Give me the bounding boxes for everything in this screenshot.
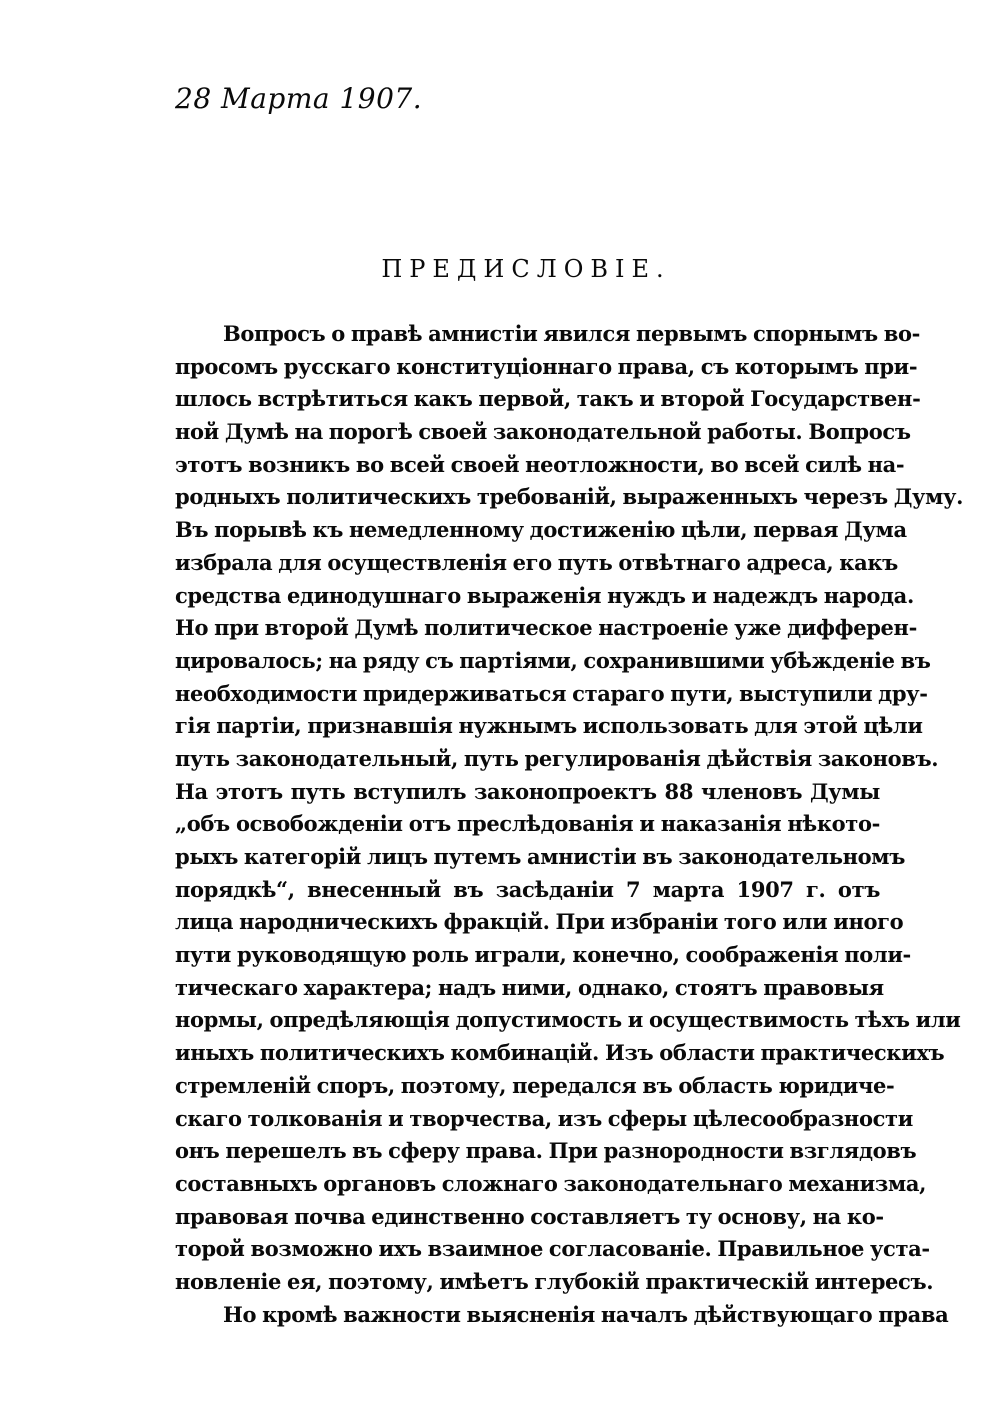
text-line: средства единодушнаго выраженія нуждъ и надеждъ народа. — [175, 582, 914, 608]
text-line: „объ освобожденіи отъ преслѣдованія и наказанія нѣкото- — [175, 811, 880, 837]
text-line: этотъ возникъ во всей своей неотложности, во всей силѣ на- — [175, 451, 905, 477]
text-line: лица народническихъ фракцій. При избраніи того или иного — [175, 909, 904, 935]
text-line: скаго толкованія и творчества, изъ сферы цѣлесообразности — [175, 1105, 913, 1131]
text-line: цировалось; на ряду съ партіями, сохранившими убѣжденіе въ — [175, 647, 931, 673]
text-line: иныхъ политическихъ комбинацій. Изъ области практическихъ — [175, 1040, 945, 1066]
text-line: ной Думѣ на порогѣ своей законодательной работы. Вопросъ — [175, 419, 911, 445]
text-line: Но кромѣ важности выясненія началъ дѣйствующаго права — [223, 1301, 949, 1327]
text-line: На этотъ путь вступилъ законопроектъ 88 членовъ Думы — [175, 778, 880, 804]
text-line: гія партіи, признавшія нужнымъ использовать для этой цѣли — [175, 713, 923, 739]
page-heading: ПРЕДИСЛОВІЕ. — [381, 255, 671, 283]
text-line: составныхъ органовъ сложнаго законодательнаго механизма, — [175, 1170, 927, 1196]
text-line: новленіе ея, поэтому, имѣетъ глубокій практическій интересъ. — [175, 1268, 934, 1294]
text-line: стремленій споръ, поэтому, передался въ область юридиче- — [175, 1072, 895, 1098]
text-line: онъ перешелъ въ сферу права. При разнородности взглядовъ — [175, 1138, 917, 1164]
text-line: избрала для осуществленія его путь отвѣтнаго адреса, какъ — [175, 549, 898, 575]
text-line: порядкѣ“, внесенный въ засѣданіи 7 марта 1907 г. отъ — [175, 876, 880, 902]
text-line: тическаго характера; надъ ними, однако, стоятъ правовыя — [175, 974, 884, 1000]
text-line: пути руководящую роль играли, конечно, соображенія поли- — [175, 942, 911, 968]
preface-body — [175, 318, 964, 1331]
page-date: 28 Марта 1907. — [175, 82, 423, 115]
text-line: правовая почва единственно составляетъ ту основу, на ко- — [175, 1203, 884, 1229]
text-line: просомъ русскаго конституціоннаго права, съ которымъ при- — [175, 353, 918, 379]
text-line: Въ порывѣ къ немедленному достиженію цѣли, первая Дума — [175, 517, 907, 543]
text-line: шлось встрѣтиться какъ первой, такъ и второй Государствен- — [175, 386, 921, 412]
text-line: необходимости придерживаться стараго пути, выступили дру- — [175, 680, 928, 706]
text-line: торой возможно ихъ взаимное согласованіе. Правильное уста- — [175, 1236, 930, 1262]
text-line: нормы, опредѣляющія допустимость и осуществимость тѣхъ или — [175, 1007, 961, 1033]
text-line: родныхъ политическихъ требованій, выраженныхъ черезъ Думу. — [175, 484, 964, 510]
text-line: Вопросъ о правѣ амнистіи явился первымъ спорнымъ во- — [223, 321, 920, 346]
text-line: Но при второй Думѣ политическое настроеніе уже дифферен- — [175, 615, 917, 641]
text-line: рыхъ категорій лицъ путемъ амнистіи въ законодательномъ — [175, 844, 905, 869]
text-line: путь законодательный, путь регулированія дѣйствія законовъ. — [175, 745, 939, 771]
